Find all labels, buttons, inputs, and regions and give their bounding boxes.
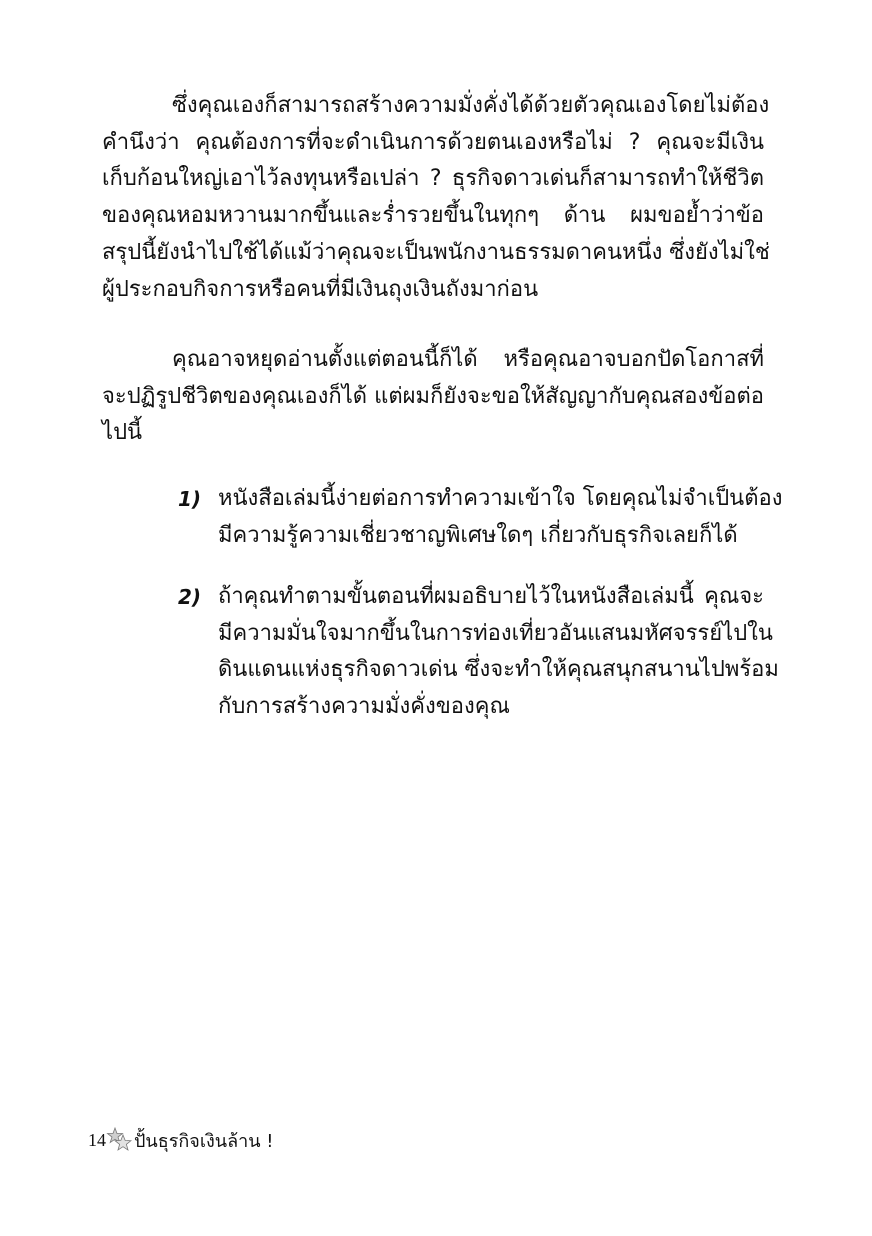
list-line: ถ้าคุณทำตามขั้นตอนที่ผมอธิบายไว้ในหนังสือเล่มนี้ คุณจะ [218, 584, 764, 609]
book-title: ปั้นธุรกิจเงินล้าน ! [134, 1130, 274, 1152]
paragraph-line: ผู้ประกอบกิจการหรือคนที่มีเงินถุงเงินถังมาก่อน [102, 276, 539, 302]
list-item [178, 481, 783, 554]
list-item [178, 579, 779, 726]
list-line: หนังสือเล่มนี้ง่ายต่อการทำความเข้าใจ โดยคุณไม่จำเป็นต้อง [218, 486, 783, 511]
paragraph-line: คุณอาจหยุดอ่านตั้งแต่ตอนนี้ก็ได้ หรือคุณอาจบอกปัดโอกาสที่ [172, 347, 764, 372]
paragraph-1 [102, 88, 770, 308]
list-number: 2) [178, 585, 202, 609]
paragraph-line: สรุปนี้ยังนำไปใช้ได้แม้ว่าคุณจะเป็นพนักงานธรรมดาคนหนึ่ง ซึ่งยังไม่ใช่ [102, 239, 770, 265]
paragraph-2 [102, 342, 764, 452]
list-item-text [218, 481, 783, 554]
page-number: 14 [88, 1129, 106, 1150]
paragraph-line: ซึ่งคุณเองก็สามารถสร้างความมั่งคั่งได้ด้วยตัวคุณเองโดยไม่ต้อง [172, 93, 770, 118]
paragraph-line: เก็บก้อนใหญ่เอาไว้ลงทุนหรือเปล่า ? ธุรกิจดาวเด่นก็สามารถทำให้ชีวิต [102, 166, 764, 192]
paragraph-line: จะปฏิรูปชีวิตของคุณเองก็ได้ แต่ผมก็ยังจะขอให้สัญญากับคุณสองข้อต่อ [102, 383, 764, 409]
list-line: มีความรู้ความเชี่ยวชาญพิเศษใดๆ เกี่ยวกับธุรกิจเลยก็ได้ [218, 522, 738, 548]
list-line: กับการสร้างความมั่งคั่งของคุณ [218, 694, 510, 720]
list-item-text [218, 579, 779, 726]
list-number: 1) [178, 487, 202, 511]
paragraph-line: ของคุณหอมหวานมากขึ้นและร่ำรวยขึ้นในทุกๆ ด้าน ผมขอย้ำว่าข้อ [102, 203, 764, 229]
page-footer [88, 1124, 273, 1156]
list-line: ดินแดนแห่งธุรกิจดาวเด่น ซึ่งจะทำให้คุณสนุกสนานไปพร้อม [218, 657, 779, 683]
paragraph-line: ไปนี้ [102, 420, 143, 446]
star-icon [106, 1127, 132, 1153]
list-line: มีความมั่นใจมากขึ้นในการท่องเที่ยวอันแสนมหัศจรรย์ไปใน [218, 620, 773, 646]
paragraph-line: คำนึงว่า คุณต้องการที่จะดำเนินการด้วยตนเองหรือไม่ ? คุณจะมีเงิน [102, 129, 764, 155]
